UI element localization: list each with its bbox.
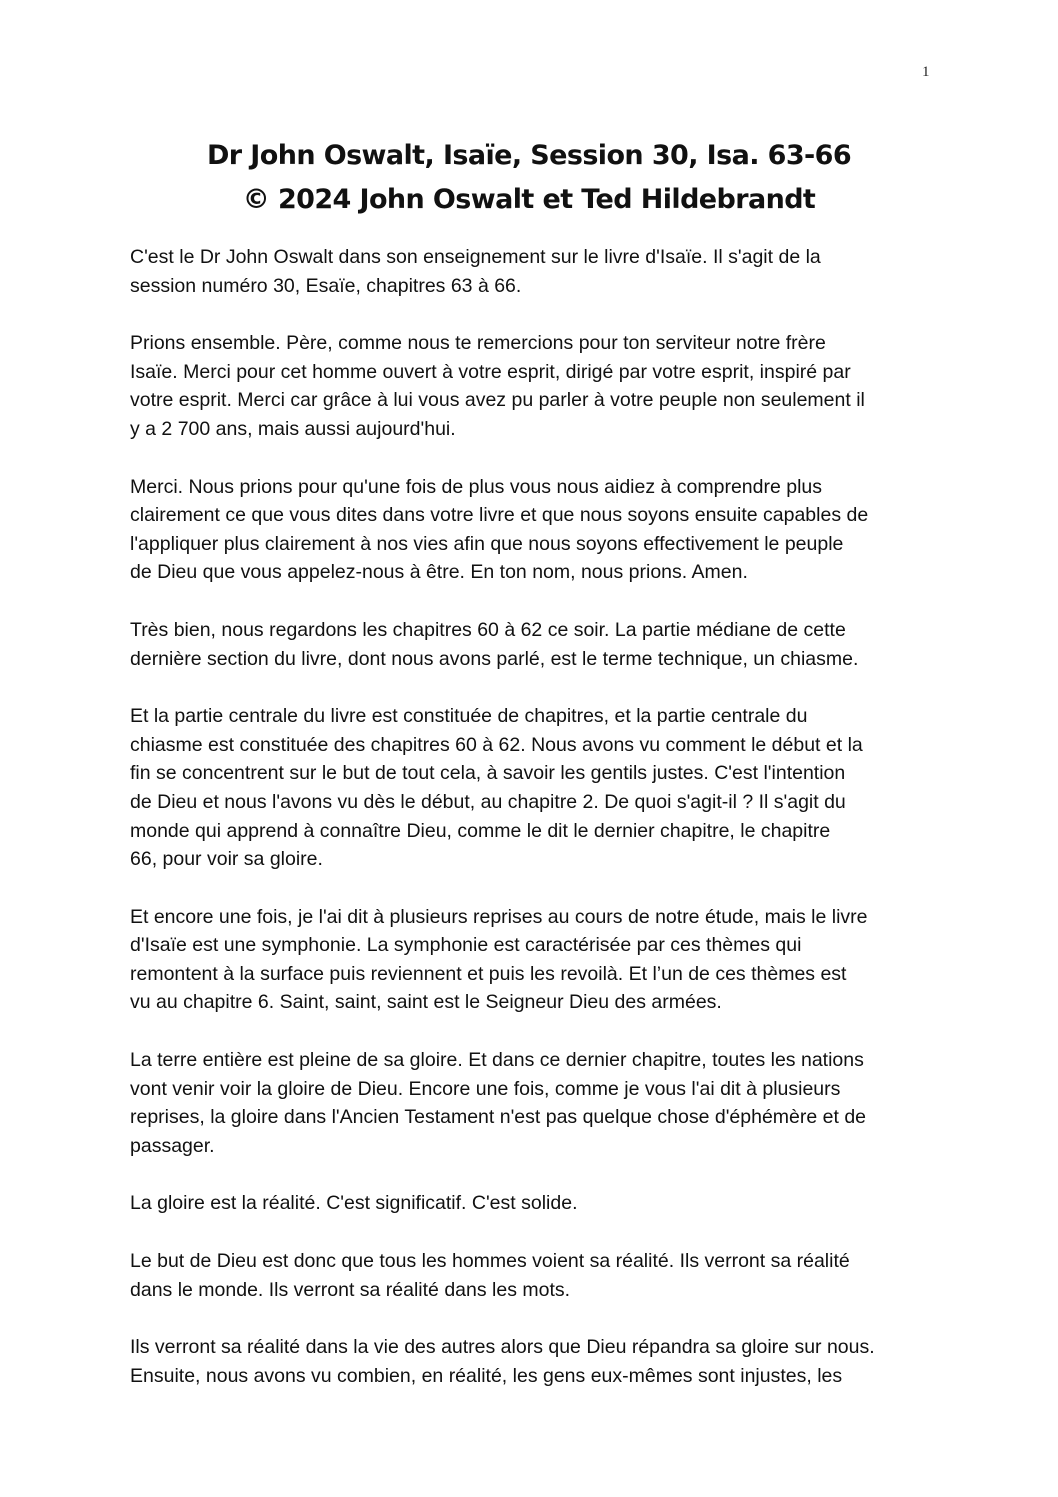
paragraph-line: Et encore une fois, je l'ai dit à plusieurs reprises au cours de notre étude, mais le livre [130, 905, 868, 928]
paragraph-line: dernière section du livre, dont nous avons parlé, est le terme technique, un chiasme. [130, 647, 859, 670]
title-line-1: Dr John Oswalt, Isaïe, Session 30, Isa. 63-66 [206, 140, 852, 171]
paragraph-line: Merci. Nous prions pour qu'une fois de plus vous nous aidiez à comprendre plus [130, 475, 823, 498]
paragraph-line: passager. [130, 1134, 215, 1157]
paragraph-line: session numéro 30, Esaïe, chapitres 63 à 66. [130, 274, 522, 297]
paragraph-line: 66, pour voir sa gloire. [130, 848, 323, 871]
paragraph-line: y a 2 700 ans, mais aussi aujourd'hui. [130, 417, 456, 440]
paragraph-line: remontent à la surface puis reviennent et puis les revoilà. Et l’un de ces thèmes est [130, 962, 847, 985]
paragraph-line: Prions ensemble. Père, comme nous te remercions pour ton serviteur notre frère [130, 332, 826, 355]
paragraph-line: d'Isaïe est une symphonie. La symphonie est caractérisée par ces thèmes qui [130, 934, 802, 957]
page-number: 1 [922, 64, 930, 80]
paragraph-line: reprises, la gloire dans l'Ancien Testament n'est pas quelque chose d'éphémère et de [130, 1106, 867, 1129]
paragraph-line: Très bien, nous regardons les chapitres 60 à 62 ce soir. La partie médiane de cette [130, 618, 846, 641]
document-title [0, 134, 1058, 222]
paragraph-line: Ensuite, nous avons vu combien, en réalité, les gens eux-mêmes sont injustes, les [130, 1364, 843, 1387]
paragraph [130, 616, 930, 673]
paragraph-line: l'appliquer plus clairement à nos vies afin que nous soyons effectivement le peuple [130, 532, 844, 555]
paragraph-line: C'est le Dr John Oswalt dans son enseignement sur le livre d'Isaïe. Il s'agit de la [130, 246, 821, 268]
paragraph [130, 243, 930, 300]
title-line-2: © 2024 John Oswalt et Ted Hildebrandt [242, 184, 816, 215]
paragraph [130, 473, 930, 587]
paragraph-line: Le but de Dieu est donc que tous les hommes voient sa réalité. Ils verront sa réalité [130, 1250, 850, 1273]
paragraph-line: Et la partie centrale du livre est constituée de chapitres, et la partie centrale du [130, 705, 808, 728]
paragraph-line: fin se concentrent sur le but de tout cela, à savoir les gentils justes. C'est l'intention [130, 762, 846, 785]
paragraph [130, 1247, 930, 1304]
paragraph-line: Ils verront sa réalité dans la vie des autres alors que Dieu répandra sa gloire sur nous. [130, 1336, 875, 1359]
paragraph [130, 1333, 930, 1390]
paragraph-line: de Dieu que vous appelez-nous à être. En ton nom, nous prions. Amen. [130, 561, 748, 584]
paragraph-line: clairement ce que vous dites dans votre livre et que nous soyons ensuite capables de [130, 504, 869, 527]
paragraph [130, 329, 930, 443]
paragraph-line: dans le monde. Ils verront sa réalité dans les mots. [130, 1278, 571, 1301]
paragraph [130, 1189, 930, 1218]
paragraph-line: Isaïe. Merci pour cet homme ouvert à votre esprit, dirigé par votre esprit, inspiré par [130, 360, 851, 383]
paragraph-line: votre esprit. Merci car grâce à lui vous avez pu parler à votre peuple non seulement il [130, 389, 865, 412]
paragraph [130, 903, 930, 1017]
document-body [130, 243, 930, 1419]
paragraph-line: monde qui apprend à connaître Dieu, comme le dit le dernier chapitre, le chapitre [130, 819, 831, 842]
paragraph-line: La gloire est la réalité. C'est significatif. C'est solide. [130, 1192, 578, 1215]
paragraph-line: chiasme est constituée des chapitres 60 à 62. Nous avons vu comment le début et la [130, 733, 863, 756]
paragraph-line: La terre entière est pleine de sa gloire. Et dans ce dernier chapitre, toutes les nations [130, 1049, 864, 1072]
paragraph [130, 1046, 930, 1160]
paragraph-line: vu au chapitre 6. Saint, saint, saint est le Seigneur Dieu des armées. [130, 991, 722, 1014]
paragraph [130, 702, 930, 874]
paragraph-line: de Dieu et nous l'avons vu dès le début, au chapitre 2. De quoi s'agit-il ? Il s'agit du [130, 790, 846, 813]
paragraph-line: vont venir voir la gloire de Dieu. Encore une fois, comme je vous l'ai dit à plusieurs [130, 1077, 841, 1100]
